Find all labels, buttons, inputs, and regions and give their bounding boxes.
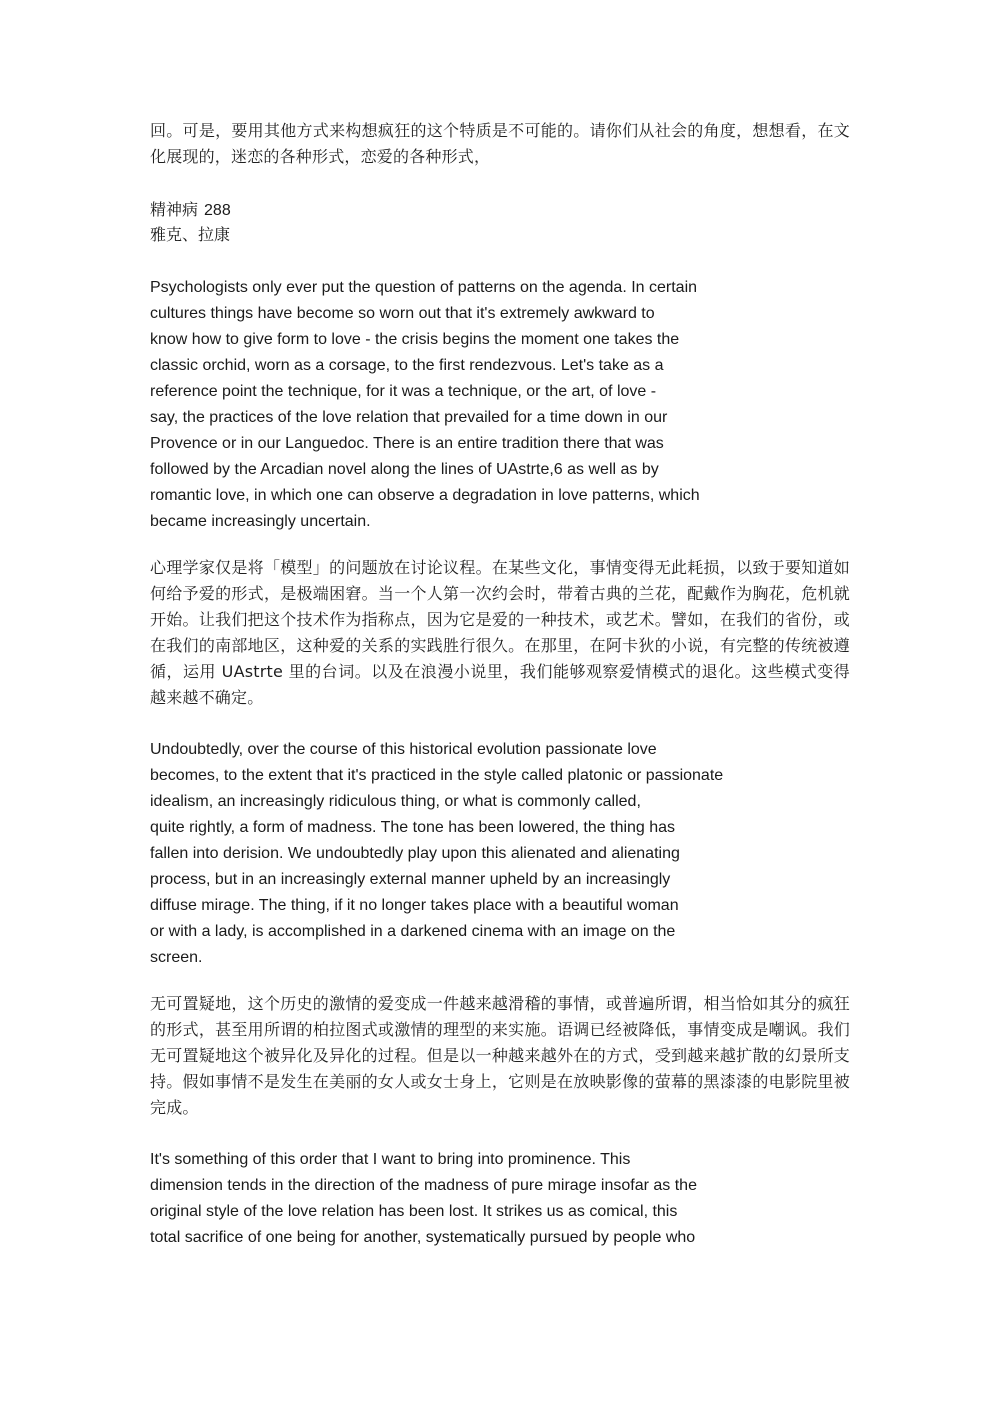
chapter-line [150, 198, 850, 223]
english-paragraph-1: Psychologists only ever put the question of patterns on the agenda. In certain cultures things have become so worn out that it's extremely awkward to know how to give form to love - the crisis begins the moment one takes the classic orchid, worn as a corsage, to the first rendezvous. Let's take as a reference point the technique, for it was a technique, or the art, of love - say, the practices of the love relation that prevailed for a time down in our Provence or in our Languedoc. There is an entire tradition there that was followed by the Arcadian novel along the lines of UAstrte,6 as well as by romantic love, in which one can observe a degradation in love patterns, which became increasingly uncertain. [150, 279, 700, 530]
author-name: 雅克、拉康 [150, 225, 231, 244]
chinese-paragraph-2: 无可置疑地，这个历史的激情的爱变成一件越来越滑稽的事情，或普遍所谓，相当恰如其分的疯狂的形式，甚至用所谓的柏拉图式或激情的理型的来实施。语调已经被降低，事情变成是嘲讽。我们无可置疑地这个被异化及异化的过程。但是以一种越来越外在的方式，受到越来越扩散的幻景所支持。假如事情不是发生在美丽的女人或女士身上，它则是在放映影像的萤幕的黑漆漆的电影院里被完成。 [150, 994, 850, 1117]
chinese-paragraph-1: 心理学家仅是将「模型」的问题放在讨论议程。在某些文化，事情变得无此耗损，以致于要知道如何给予爱的形式，是极端困窘。当一个人第一次约会时，带着古典的兰花，配戴作为胸花，危机就开始。让我们把这个技术作为指称点，因为它是爱的一种技术，或艺术。譬如，在我们的省份，或在我们的南部地区，这种爱的关系的实践胜行很久。在那里，在阿卡狄的小说，有完整的传统被遵循，运用 UAstrte 里的台词。以及在浪漫小说里，我们能够观察爱情模式的退化。这些模式变得越来越不确定。 [150, 558, 850, 707]
english-paragraph-3: It's something of this order that I want to bring into prominence. This dimension tends in the direction of the madness of pure mirage insofar as the original style of the love relation has been lost. It strikes us as comical, this total sacrifice of one being for another, systematically pursued by people who [150, 1151, 697, 1246]
chinese-intro-paragraph: 回。可是，要用其他方式来构想疯狂的这个特质是不可能的。请你们从社会的角度，想想看，在文化展现的，迷恋的各种形式，恋爱的各种形式， [150, 121, 850, 166]
english-paragraph-2: Undoubtedly, over the course of this historical evolution passionate love becomes, to the extent that it's practiced in the style called platonic or passionate idealism, an increasingly ridiculous thing, or what is commonly called, quite rightly, a form of madness. The tone has been lowered, the thing has fallen into derision. We undoubtedly play upon this alienated and alienating process, but in an increasingly external manner upheld by an increasingly diffuse mirage. The thing, if it no longer takes place with a beautiful woman or with a lady, is accomplished in a darkened cinema with an image on the screen. [150, 741, 724, 966]
document-page [150, 118, 850, 1251]
chapter-title: 精神病 [150, 200, 199, 219]
running-header [150, 198, 850, 247]
page-number: 288 [204, 202, 231, 219]
